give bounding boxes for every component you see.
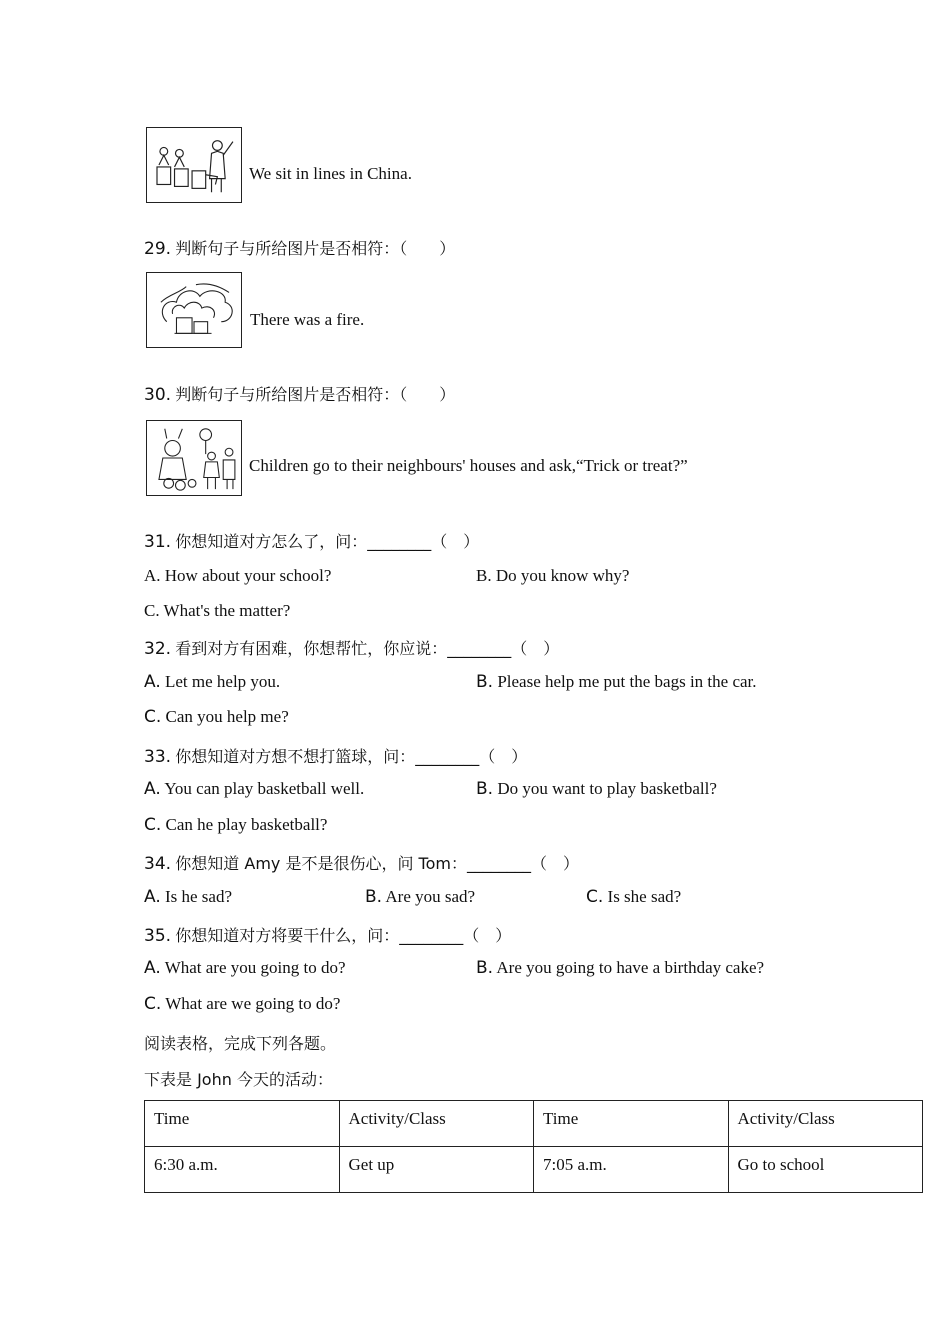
- option-label: A.: [144, 887, 161, 907]
- option-text: Can he play basketball?: [165, 815, 328, 834]
- q32-question: [144, 636, 559, 659]
- q32-option-b: [476, 672, 757, 692]
- question-prompt: 你想知道 Amy 是不是很伤心，问 Tom：________（ ）: [175, 854, 579, 873]
- classroom-picture: [146, 127, 242, 203]
- q35-question: [144, 923, 511, 946]
- option-text: Please help me put the bags in the car.: [497, 672, 757, 691]
- halloween-picture: [146, 420, 242, 496]
- q33-option-b: [476, 779, 717, 799]
- q33-option-a: [144, 779, 364, 799]
- option-text: What are you going to do?: [164, 958, 346, 977]
- table-row: [145, 1147, 923, 1193]
- q31-option-b: [476, 566, 629, 586]
- fire-illustration-icon: [147, 273, 241, 347]
- question-prompt: 看到对方有困难，你想帮忙，你应说：________（ ）: [175, 639, 560, 658]
- option-label: C.: [144, 815, 162, 835]
- option-label: B.: [476, 566, 492, 585]
- question-number: 32.: [144, 639, 172, 659]
- q33-question: [144, 744, 527, 767]
- q29-sentence: There was a fire.: [250, 310, 365, 329]
- option-text: Can you help me?: [165, 707, 289, 726]
- q32-option-c: [144, 707, 289, 727]
- option-text: Let me help you.: [164, 672, 281, 691]
- q35-option-c: [144, 994, 340, 1014]
- table-cell: 7:05 a.m.: [534, 1147, 729, 1193]
- q28-sentence: We sit in lines in China.: [249, 164, 412, 183]
- option-label: C.: [144, 707, 162, 727]
- q30-question: [144, 382, 455, 405]
- q34-option-a: [144, 887, 232, 907]
- question-prompt: 你想知道对方想不想打篮球，问：________（ ）: [175, 747, 528, 766]
- q31-option-c: [144, 601, 290, 621]
- option-label: C.: [144, 994, 162, 1014]
- question-number: 34.: [144, 854, 172, 874]
- option-text: How about your school?: [164, 566, 332, 585]
- halloween-illustration-icon: [147, 421, 241, 495]
- table-header-cell: Time: [534, 1101, 729, 1147]
- table-cell: 6:30 a.m.: [145, 1147, 340, 1193]
- option-text: Is she sad?: [607, 887, 682, 906]
- option-text: What are we going to do?: [165, 994, 341, 1013]
- q31-option-a: [144, 566, 331, 586]
- option-label: C.: [586, 887, 604, 907]
- question-number: 35.: [144, 926, 172, 946]
- option-label: B.: [365, 887, 383, 907]
- q34-option-b: [365, 887, 475, 907]
- option-label: A.: [144, 566, 161, 585]
- table-cell: Get up: [339, 1147, 534, 1193]
- option-text: Are you going to have a birthday cake?: [496, 958, 765, 977]
- table-cell: Go to school: [728, 1147, 923, 1193]
- option-label: C.: [144, 601, 160, 620]
- classroom-illustration-icon: [147, 128, 241, 202]
- question-prompt: 你想知道对方怎么了，问：________（ ）: [175, 532, 480, 551]
- option-text: Is he sad?: [164, 887, 233, 906]
- q29-question: [144, 236, 455, 259]
- question-number: 29.: [144, 239, 172, 259]
- question-prompt: 判断句子与所给图片是否相符：（ ）: [175, 239, 456, 258]
- q34-option-c: [586, 887, 681, 907]
- q30-sentence: Children go to their neighbours' houses and ask,“Trick or treat?”: [249, 456, 688, 475]
- option-label: A.: [144, 958, 161, 978]
- q35-option-b: [476, 958, 764, 978]
- table-header-cell: Time: [145, 1101, 340, 1147]
- q32-option-a: [144, 672, 280, 692]
- schedule-table: [144, 1100, 923, 1193]
- option-text: Do you want to play basketball?: [497, 779, 717, 798]
- table-header-row: [145, 1101, 923, 1147]
- q31-question: [144, 529, 479, 552]
- option-label: A.: [144, 672, 161, 692]
- question-prompt: 你想知道对方将要干什么，问：________（ ）: [175, 926, 512, 945]
- question-prompt: 判断句子与所给图片是否相符：（ ）: [175, 385, 456, 404]
- question-number: 31.: [144, 532, 172, 552]
- fire-picture: [146, 272, 242, 348]
- table-header-cell: Activity/Class: [339, 1101, 534, 1147]
- option-text: What's the matter?: [163, 601, 291, 620]
- option-label: A.: [144, 779, 161, 799]
- q33-option-c: [144, 815, 327, 835]
- q35-option-a: [144, 958, 346, 978]
- option-label: B.: [476, 672, 494, 692]
- question-number: 30.: [144, 385, 172, 405]
- option-label: B.: [476, 958, 494, 978]
- option-text: Are you sad?: [385, 887, 476, 906]
- q34-question: [144, 851, 579, 874]
- option-label: B.: [476, 779, 494, 799]
- option-text: Do you know why?: [495, 566, 630, 585]
- reading-intro: 下表是 John 今天的活动：: [144, 1070, 333, 1089]
- table-header-cell: Activity/Class: [728, 1101, 923, 1147]
- reading-instruction: 阅读表格，完成下列各题。: [144, 1034, 337, 1053]
- option-text: You can play basketball well.: [164, 779, 365, 798]
- question-number: 33.: [144, 747, 172, 767]
